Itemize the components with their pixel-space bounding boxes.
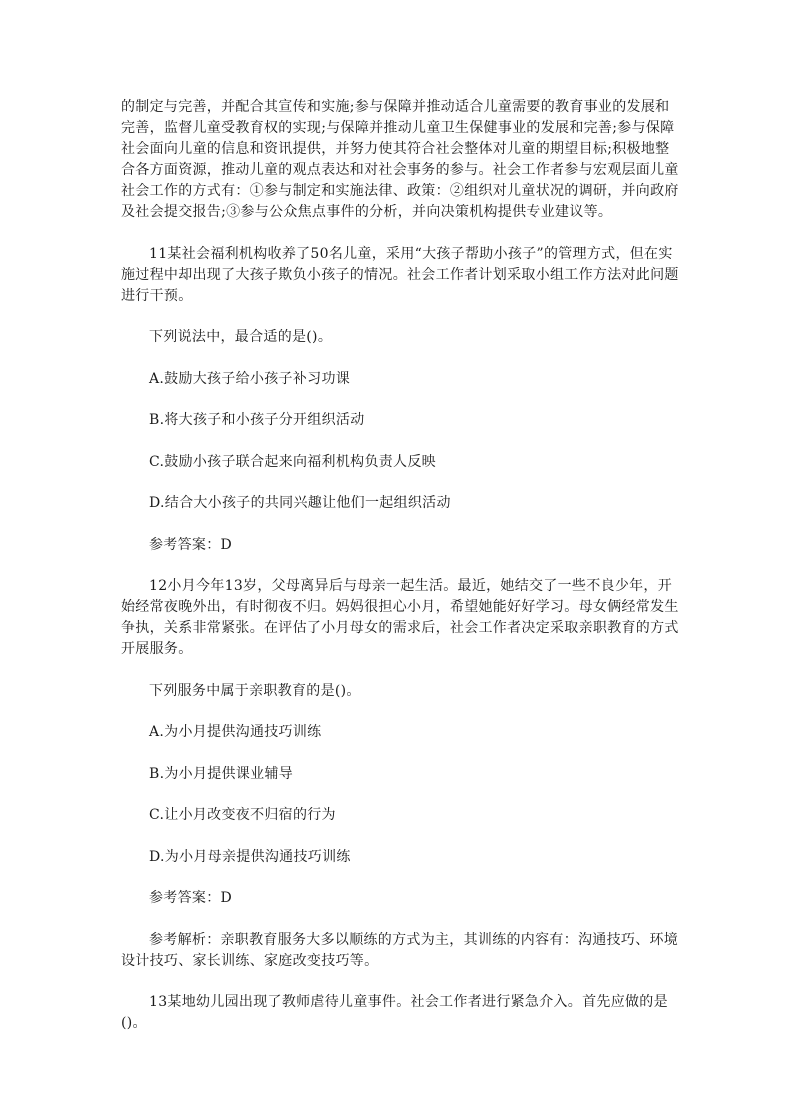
q11-option-b: B.将大孩子和小孩子分开组织活动 [149,412,365,428]
intro-block [121,97,681,223]
q12-option-d: D.为小月母亲提供沟通技巧训练 [149,849,351,865]
q11-answer: 参考答案：D [149,537,233,553]
q11-option-a: A.鼓励大孩子给小孩子补习功课 [149,371,351,387]
q12-stem-block [121,576,681,660]
q11-prompt: 下列说法中，最合适的是()。 [149,329,333,345]
q12-analysis-block [121,930,681,972]
q11-stem: 11某社会福利机构收养了50名儿童，采用“大孩子帮助小孩子”的管理方式，但在实施过程中却出现了大孩子欺负小孩子的情况。社会工作者计划采取小组工作方法对此问题进行干预。 [121,246,679,304]
q13-stem-block [121,992,681,1034]
q11-stem-block [121,244,681,307]
q11-option-c: C.鼓励小孩子联合起来向福利机构负责人反映 [149,454,436,470]
q13-stem: 13某地幼儿园出现了教师虐待儿童事件。社会工作者进行紧急介入。首先应做的是()。 [121,994,668,1031]
q12-answer: 参考答案：D [149,890,233,906]
q12-option-b: B.为小月提供课业辅导 [149,766,294,782]
intro-paragraph: 的制定与完善，并配合其宣传和实施;参与保障并推动适合儿童需要的教育事业的发展和完善，监督儿童受教育权的实现;与保障并推动儿童卫生保健事业的发展和完善;参与保障社会面向儿童的信息和资讯提供，并努力使其符合社会整体对儿童的期望目标;积极地整合各方面资源，推动儿童的观点表达和对社会事务的参与。社会工作者参与宏观层面儿童社会工作的方式有：①参与制定和实施法律、政策：②组织对儿童状况的调研，并向政府及社会提交报告;③参与公众焦点事件的分析，并向决策机构提供专业建议等。 [121,99,679,220]
q12-option-c: C.让小月改变夜不归宿的行为 [149,807,336,823]
q11-option-d: D.结合大小孩子的共同兴趣让他们一起组织活动 [149,495,451,511]
q12-prompt: 下列服务中属于亲职教育的是()。 [149,683,361,699]
q12-option-a: A.为小月提供沟通技巧训练 [149,724,322,740]
q12-stem: 12小月今年13岁，父母离异后与母亲一起生活。最近，她结交了一些不良少年，开始经常夜晚外出，有时彻夜不归。妈妈很担心小月，希望她能好好学习。母女俩经常发生争执，关系非常紧张。在评估了小月母女的需求后，社会工作者决定采取亲职教育的方式开展服务。 [121,578,679,657]
q12-analysis: 参考解析：亲职教育服务大多以顺练的方式为主，其训练的内容有：沟通技巧、环境设计技巧、家长训练、家庭改变技巧等。 [121,932,679,969]
